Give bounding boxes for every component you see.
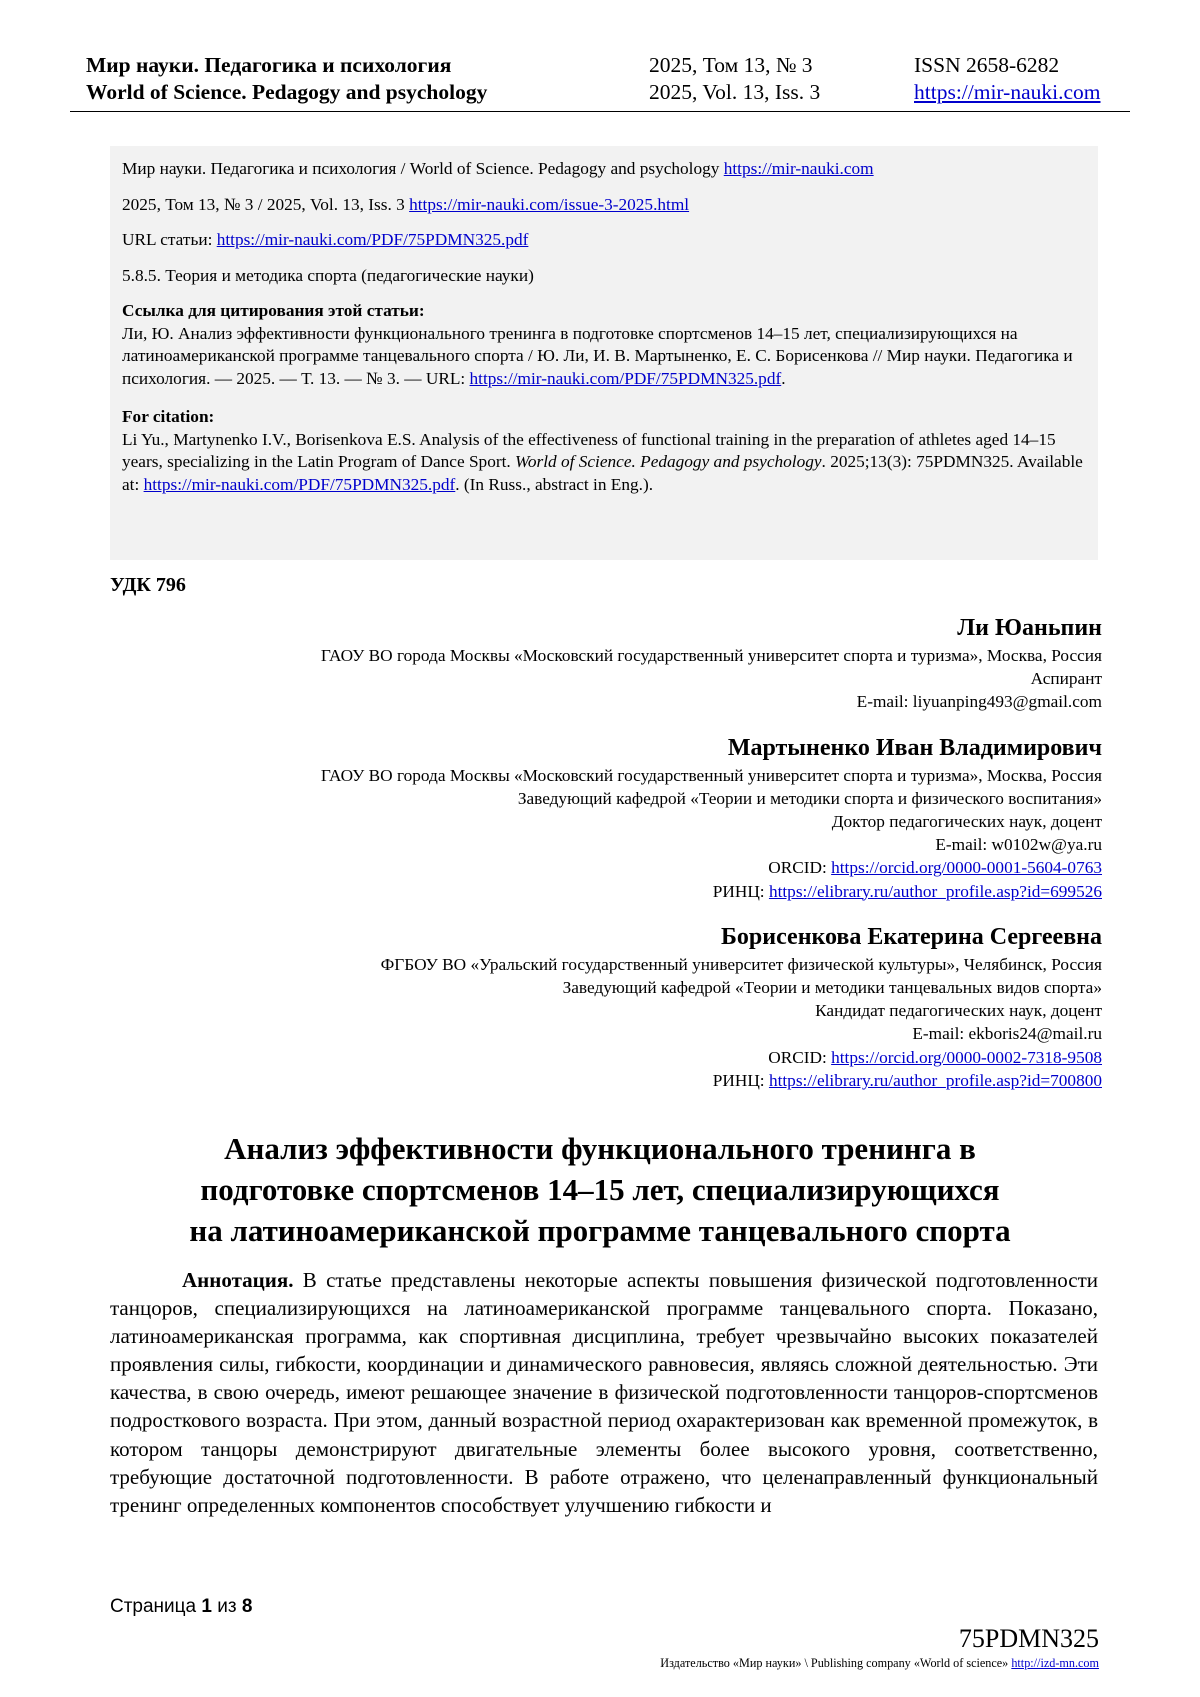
journal-line-link[interactable]: https://mir-nauki.com	[723, 159, 874, 178]
authors-block	[102, 612, 1102, 1092]
header-divider	[70, 111, 1130, 112]
orcid-link[interactable]: https://orcid.org/0000-0002-7318-9508	[831, 1047, 1102, 1067]
author-1	[102, 612, 1102, 714]
author-3	[102, 921, 1102, 1092]
title-line-3: на латиноамериканской программе танцевального спорта	[189, 1213, 1011, 1248]
article-url-line: URL статьи: https://mir-nauki.com/PDF/75PDMN325.pdf	[122, 230, 529, 249]
author-2	[102, 732, 1102, 903]
publisher-link[interactable]: http://izd-mn.com	[1011, 1656, 1099, 1670]
author-name: Ли Юаньпин	[957, 615, 1102, 641]
ru-cite-text: Ли, Ю. Анализ эффективности функционального тренинга в подготовке спортсменов 14–15 лет, специализирующихся на латиноамериканской программе танцевального спорта / Ю. Ли, И. В. Мартыненко, Е. С. Борисенкова // Мир науки. Педагогика и психология. — 2025. — Т. 13. — № 3. — URL: https://mir-nauki.com/PDF/75PDMN325.pdf.	[122, 323, 1073, 388]
orcid-link[interactable]: https://orcid.org/0000-0001-5604-0763	[831, 858, 1102, 878]
author-name: Мартыненко Иван Владимирович	[727, 734, 1102, 761]
journal-header	[86, 52, 1126, 106]
title-line-1: Анализ эффективности функционального тренинга в	[224, 1131, 976, 1166]
article-code: 75PDMN325	[958, 1624, 1099, 1653]
article-url-link[interactable]: https://mir-nauki.com/PDF/75PDMN325.pdf	[216, 230, 529, 249]
rinc-link[interactable]: https://elibrary.ru/author_profile.asp?id=700800	[768, 1070, 1102, 1090]
issue-info-en: 2025, Vol. 13, Iss. 3	[649, 80, 821, 104]
ru-cite-heading: Ссылка для цитирования этой статьи:	[122, 301, 425, 320]
issn: ISSN 2658-6282	[914, 53, 1060, 77]
rinc-link[interactable]: https://elibrary.ru/author_profile.asp?id=699526	[768, 881, 1102, 901]
en-cite-text: Li Yu., Martynenko I.V., Borisenkova E.S. Analysis of the effectiveness of functional training in the preparation of athletes aged 14–15 years, specializing in the Latin Program of Dance Sport. World of Science. Pedagogy and psychology. 2025;13(3): 75PDMN325. Available at: https://mir-nauki.com/PDF/75PDMN325.pdf. (In Russ., abstract in Eng.).	[122, 429, 1083, 494]
author-orcid: ORCID: https://orcid.org/0000-0002-7318-9508	[768, 1047, 1102, 1067]
udk-code: УДК 796	[110, 574, 186, 596]
author-rinc: РИНЦ: https://elibrary.ru/author_profile.asp?id=699526	[712, 881, 1102, 901]
abstract	[110, 1266, 1098, 1519]
journal-site-link[interactable]: https://mir-nauki.com	[914, 80, 1101, 104]
author-email: E-mail: liyuanping493@gmail.com	[856, 692, 1102, 712]
author-rinc: РИНЦ: https://elibrary.ru/author_profile.asp?id=700800	[712, 1070, 1102, 1090]
issue-line: 2025, Том 13, № 3 / 2025, Vol. 13, Iss. 3 https://mir-nauki.com/issue-3-2025.html	[122, 194, 690, 214]
issue-line-link[interactable]: https://mir-nauki.com/issue-3-2025.html	[409, 194, 690, 214]
journal-line: Мир науки. Педагогика и психология / World of Science. Pedagogy and psychology https://mir-nauki.com	[122, 159, 874, 178]
author-position: Заведующий кафедрой «Теории и методики танцевальных видов спорта»	[562, 978, 1102, 998]
author-affiliation: ГАОУ ВО города Москвы «Московский государственный университет спорта и туризма», Москва, Россия	[320, 765, 1102, 785]
en-cite-link[interactable]: https://mir-nauki.com/PDF/75PDMN325.pdf	[143, 474, 456, 494]
journal-name-en: World of Science. Pedagogy and psychology	[86, 80, 488, 104]
article-title	[70, 1128, 1130, 1251]
citation-box	[110, 146, 1098, 560]
abstract-text: В статье представлены некоторые аспекты повышения физической подготовленности танцоров, специализирующихся на латиноамериканской программе танцевального спорта. Показано, латиноамериканская программа, как спортивная дисциплина, требует чрезвычайно высоких показателей проявления силы, гибкости, координации и динамического равновесия, являясь сложной деятельностью. Эти качества, в свою очередь, имеют решающее значение в физической подготовленности танцоров-спортсменов подросткового возраста. При этом, данный возрастной период охарактеризован как временной промежуток, в котором танцоры демонстрируют двигательные элементы более высокого уровня, соответственно, требующие достаточной подготовленности. В работе отражено, что целенаправленный функциональный тренинг определенных компонентов способствует улучшению гибкости и	[110, 1268, 1098, 1517]
publisher-line: Издательство «Мир науки» \ Publishing company «World of science» http://izd-mn.com	[660, 1656, 1099, 1670]
author-affiliation: ГАОУ ВО города Москвы «Московский государственный университет спорта и туризма», Москва, Россия	[320, 646, 1102, 665]
page-number: Страница 1 из 8	[110, 1596, 253, 1617]
title-line-2: подготовке спортсменов 14–15 лет, специализирующихся	[200, 1172, 1000, 1207]
author-degree: Кандидат педагогических наук, доцент	[815, 1001, 1102, 1021]
author-degree: Доктор педагогических наук, доцент	[831, 812, 1102, 832]
specialty-line: 5.8.5. Теория и методика спорта (педагогические науки)	[122, 265, 534, 285]
author-name: Борисенкова Екатерина Сергеевна	[721, 923, 1102, 950]
author-position: Заведующий кафедрой «Теории и методики спорта и физического воспитания»	[517, 788, 1102, 808]
en-cite-heading: For citation:	[122, 407, 215, 426]
author-position: Аспирант	[1030, 669, 1102, 689]
ru-cite-link[interactable]: https://mir-nauki.com/PDF/75PDMN325.pdf	[469, 368, 782, 388]
author-orcid: ORCID: https://orcid.org/0000-0001-5604-0763	[768, 858, 1102, 878]
author-affiliation: ФГБОУ ВО «Уральский государственный университет физической культуры», Челябинск, Россия	[380, 954, 1102, 974]
author-email: E-mail: w0102w@ya.ru	[935, 835, 1102, 855]
journal-name-ru: Мир науки. Педагогика и психология	[86, 53, 452, 77]
abstract-label: Аннотация.	[182, 1268, 294, 1292]
author-email: E-mail: ekboris24@mail.ru	[912, 1024, 1102, 1044]
issue-info-ru: 2025, Том 13, № 3	[649, 53, 813, 77]
